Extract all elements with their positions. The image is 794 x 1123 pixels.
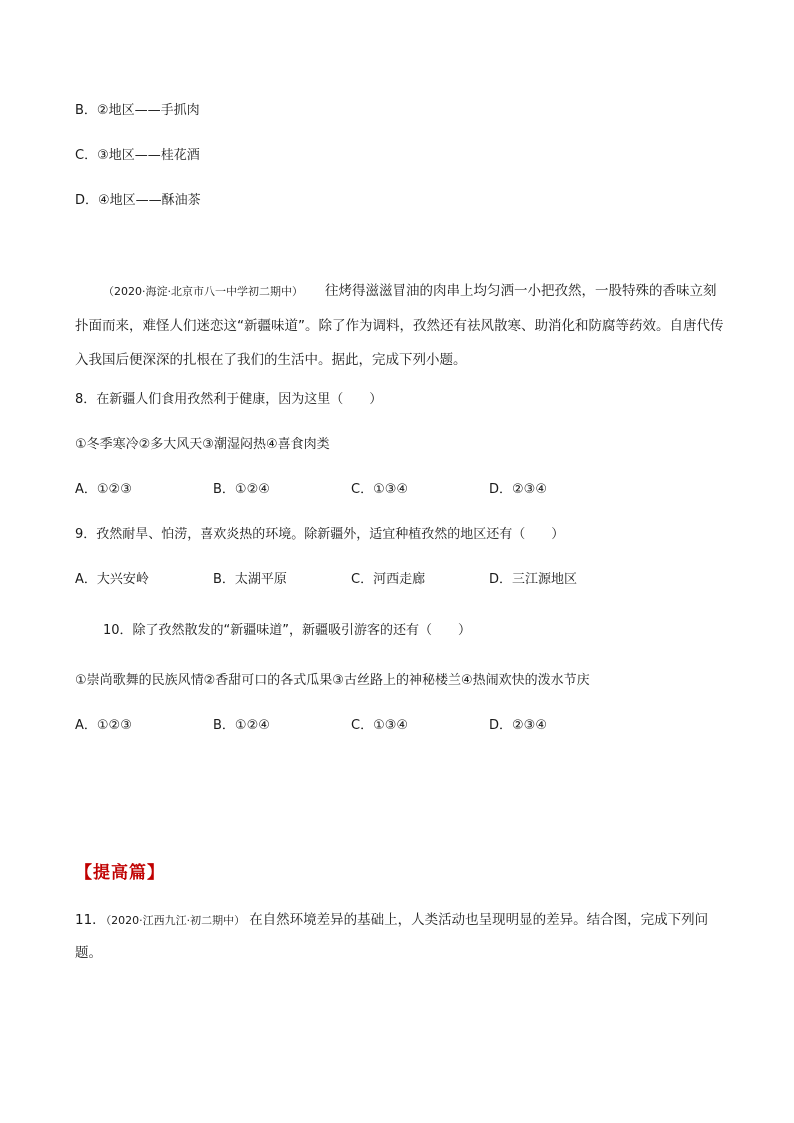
question-11-text: 在自然环境差异的基础上，人类活动也呈现明显的差异。结合图，完成下列问题。 bbox=[75, 912, 709, 961]
question-9-options bbox=[75, 570, 627, 590]
option-10d: D．②③④ bbox=[489, 718, 547, 733]
option-7d: D．④地区——酥油茶 bbox=[75, 193, 201, 208]
passage-source: （2020·海淀·北京市八一中学初二期中） bbox=[103, 285, 303, 298]
option-8a: A．①②③ bbox=[75, 482, 132, 497]
question-8-statements: ①冬季寒冷②多大风天③潮湿闷热④喜食肉类 bbox=[75, 437, 330, 452]
option-9a: A．大兴安岭 bbox=[75, 572, 149, 587]
option-10c: C．①③④ bbox=[351, 718, 409, 733]
option-9b: B．太湖平原 bbox=[213, 572, 287, 587]
option-10a: A．①②③ bbox=[75, 718, 132, 733]
option-9c: C．河西走廊 bbox=[351, 572, 426, 587]
option-7b: B．②地区——手抓肉 bbox=[75, 103, 200, 118]
section-title: 【提高篇】 bbox=[75, 863, 165, 883]
passage-text: 往烤得滋滋冒油的肉串上均匀洒一小把孜然，一股特殊的香味立刻扑面而来，难怪人们迷恋这“新疆味道”。除了作为调料，孜然还有祛风散寒、助消化和防腐等药效。自唐代传入我国后便深深的扎根在了我们的生活中。据此，完成下列小题。 bbox=[75, 283, 724, 368]
question-11-number: 11． bbox=[75, 912, 106, 928]
question-10-statements: ①崇尚歌舞的民族风情②香甜可口的各式瓜果③古丝路上的神秘楼兰④热闹欢快的泼水节庆 bbox=[75, 673, 590, 688]
question-9-stem: 9．孜然耐旱、怕涝，喜欢炎热的环境。除新疆外，适宜种植孜然的地区还有（ ） bbox=[75, 527, 565, 542]
question-10-stem: 10．除了孜然散发的“新疆味道”，新疆吸引游客的还有（ ） bbox=[103, 623, 472, 638]
option-10b: B．①②④ bbox=[213, 718, 270, 733]
question-10-options bbox=[75, 716, 627, 736]
question-11 bbox=[75, 904, 725, 969]
option-8b: B．①②④ bbox=[213, 482, 270, 497]
option-9d: D．三江源地区 bbox=[489, 572, 578, 587]
question-11-source: （2020·江西九江·初二期中） bbox=[105, 914, 246, 927]
option-7c: C．③地区——桂花酒 bbox=[75, 148, 200, 163]
passage bbox=[75, 274, 725, 377]
question-8-stem: 8．在新疆人们食用孜然利于健康，因为这里（ ） bbox=[75, 392, 383, 407]
option-8c: C．①③④ bbox=[351, 482, 409, 497]
option-8d: D．②③④ bbox=[489, 482, 547, 497]
question-8-options bbox=[75, 480, 627, 500]
